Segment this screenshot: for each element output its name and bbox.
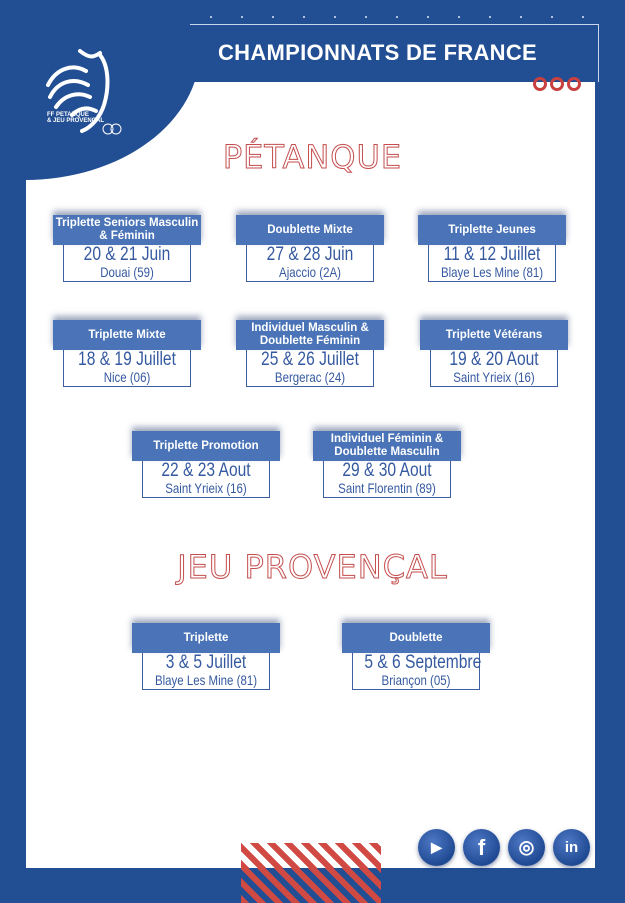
event-card <box>236 215 384 282</box>
title-frame-line <box>190 24 599 25</box>
event-card <box>53 215 201 282</box>
event-place: Saint Yrieix (16) <box>453 369 535 385</box>
event-date: 3 & 5 Juillet <box>165 652 247 673</box>
event-name: Individuel Féminin & Doublette Masculin <box>313 431 461 461</box>
event-card <box>132 431 280 498</box>
event-card <box>236 320 384 387</box>
event-place: Douai (59) <box>100 264 154 280</box>
event-card <box>418 215 566 282</box>
content-panel <box>26 82 595 868</box>
facebook-icon[interactable]: f <box>463 829 500 866</box>
event-name: Triplette <box>132 623 280 653</box>
logo-text: FF PETANQUE & JEU PROVENÇAL <box>47 112 105 124</box>
ring-icon <box>567 77 581 91</box>
event-place: Briançon (05) <box>381 672 451 688</box>
youtube-icon[interactable]: ▶ <box>418 829 455 866</box>
event-date: 22 & 23 Aout <box>161 460 251 481</box>
event-card <box>53 320 201 387</box>
event-card <box>420 320 568 387</box>
event-date: 25 & 26 Juillet <box>261 349 359 370</box>
event-place: Blaye Les Mine (81) <box>440 264 544 280</box>
event-date: 27 & 28 Juin <box>266 244 354 265</box>
event-date: 18 & 19 Juillet <box>78 349 176 370</box>
dotted-rule <box>210 16 600 20</box>
event-name: Doublette Mixte <box>236 215 384 245</box>
title-frame-line-vertical <box>598 24 599 82</box>
event-name: Triplette Jeunes <box>418 215 566 245</box>
event-place: Saint Yrieix (16) <box>165 480 247 496</box>
linkedin-icon[interactable]: in <box>553 829 590 866</box>
event-name: Doublette <box>342 623 490 653</box>
event-place: Ajaccio (2A) <box>279 264 341 280</box>
event-name: Triplette Vétérans <box>420 320 568 350</box>
event-date: 29 & 30 Aout <box>342 460 432 481</box>
event-place: Saint Florentin (89) <box>338 480 436 496</box>
ring-decoration <box>533 77 581 91</box>
ring-icon <box>533 77 547 91</box>
section-title-jeu-provencal: JEU PROVENÇAL <box>177 548 448 586</box>
event-card <box>132 623 280 690</box>
striped-decoration-top <box>241 843 381 868</box>
event-date: 11 & 12 Juillet <box>443 244 541 265</box>
event-name: Triplette Promotion <box>132 431 280 461</box>
instagram-icon[interactable]: ◎ <box>508 829 545 866</box>
event-name: Triplette Seniors Masculin & Féminin <box>53 215 201 245</box>
section-title-petanque: PÉTANQUE <box>222 138 403 176</box>
event-place: Nice (06) <box>103 369 151 385</box>
event-name: Triplette Mixte <box>53 320 201 350</box>
event-card <box>313 431 461 498</box>
event-place: Blaye Les Mine (81) <box>154 672 258 688</box>
page-title: CHAMPIONNATS DE FRANCE <box>217 40 538 65</box>
event-date: 19 & 20 Aout <box>449 349 539 370</box>
social-links <box>418 829 590 866</box>
event-date: 5 & 6 Septembre <box>364 652 482 673</box>
event-place: Bergerac (24) <box>274 369 346 385</box>
event-date: 20 & 21 Juin <box>83 244 171 265</box>
event-card <box>342 623 490 690</box>
event-name: Individuel Masculin & Doublette Féminin <box>236 320 384 350</box>
ring-icon <box>550 77 564 91</box>
